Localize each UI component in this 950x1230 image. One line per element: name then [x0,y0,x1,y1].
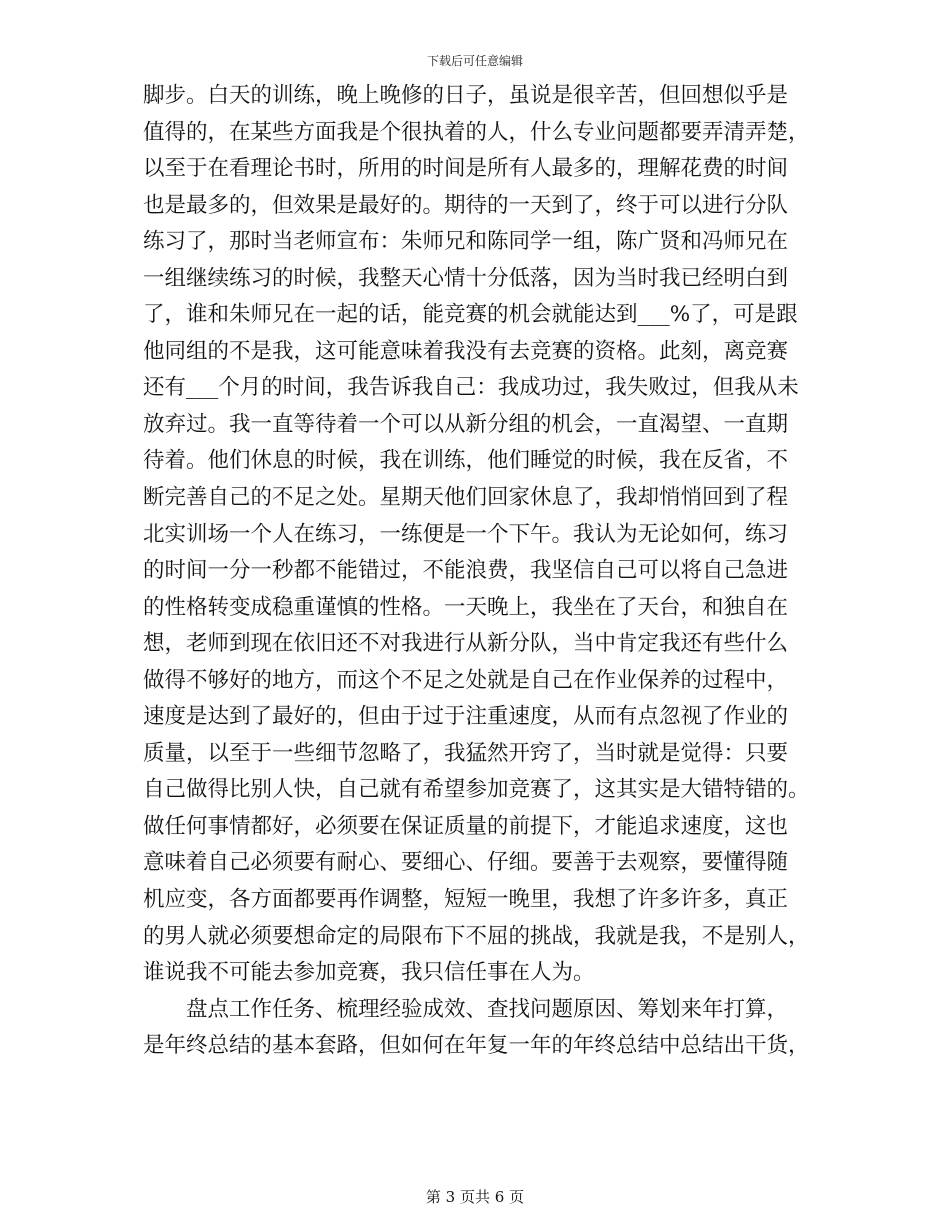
document-body [143,78,810,1065]
text-line: 以至于在看理论书时，所用的时间是所有人最多的，理解花费的时间 [143,156,789,182]
page-header: 下载后可任意编辑 [426,54,523,68]
text-line: 放弃过。我一直等待着一个可以从新分组的机会，一直渴望、一直期 [143,411,789,437]
text-line: 谁说我不可能去参加竞赛，我只信任事在人为。 [143,960,595,986]
text-line: 质量，以至于一些细节忽略了，我猛然开窍了，当时就是觉得：只要 [143,740,789,766]
text-line: 是年终总结的基本套路，但如何在年复一年的年终总结中总结出干货， [143,1033,810,1059]
text-line: 还有___个月的时间，我告诉我自己：我成功过，我失败过，但我从未 [143,375,799,401]
text-line: 的性格转变成稳重谨慎的性格。一天晚上，我坐在了天台，和独自在 [143,594,789,620]
text-line: 自己做得比别人快，自己就有希望参加竞赛了，这其实是大错特错的。 [143,777,810,803]
text-line: 想，老师到现在依旧还不对我进行从新分队，当中肯定我还有些什么 [143,631,789,657]
paragraph [143,992,810,1065]
text-line: 的男人就必须要想命定的局限布下不屈的挑战，我就是我，不是别人， [143,923,810,949]
text-line: 机应变，各方面都要再作调整，短短一晚里，我想了许多许多，真正 [143,887,789,913]
text-line: 值得的，在某些方面我是个很执着的人，什么专业问题都要弄清弄楚， [143,119,810,145]
text-line: 他同组的不是我，这可能意味着我没有去竞赛的资格。此刻，离竞赛 [143,338,789,364]
text-line: 做任何事情都好，必须要在保证质量的前提下，才能追求速度，这也 [143,813,789,839]
text-line: 做得不够好的地方，而这个不足之处就是自己在作业保养的过程中， [143,667,789,693]
text-line: 也是最多的，但效果是最好的。期待的一天到了，终于可以进行分队 [143,192,789,218]
text-line: 一组继续练习的时候，我整天心情十分低落，因为当时我已经明白到 [143,265,789,291]
text-line: 速度是达到了最好的，但由于过于注重速度，从而有点忽视了作业的 [143,704,789,730]
text-line: 断完善自己的不足之处。星期天他们回家休息了，我却悄悄回到了程 [143,485,789,511]
page-number-footer: 第 3 页共 6 页 [425,1188,525,1206]
text-line: 了，谁和朱师兄在一起的话，能竞赛的机会就能达到___%了，可是跟 [143,302,798,328]
text-line: 盘点工作任务、梳理经验成效、查找问题原因、筹划来年打算， [186,996,789,1022]
text-line: 北实训场一个人在练习，一练便是一个下午。我认为无论如何，练习 [143,521,789,547]
text-line: 脚步。白天的训练，晚上晚修的日子，虽说是很辛苦，但回想似乎是 [143,83,789,108]
text-line: 练习了，那时当老师宣布：朱师兄和陈同学一组，陈广贤和冯师兄在 [143,229,789,255]
text-line: 意味着自己必须要有耐心、要细心、仔细。要善于去观察，要懂得随 [143,850,789,876]
text-line: 的时间一分一秒都不能错过，不能浪费，我坚信自己可以将自己急进 [143,558,789,584]
text-line: 待着。他们休息的时候，我在训练，他们睡觉的时候，我在反省，不 [143,448,789,474]
paragraph [143,78,810,992]
